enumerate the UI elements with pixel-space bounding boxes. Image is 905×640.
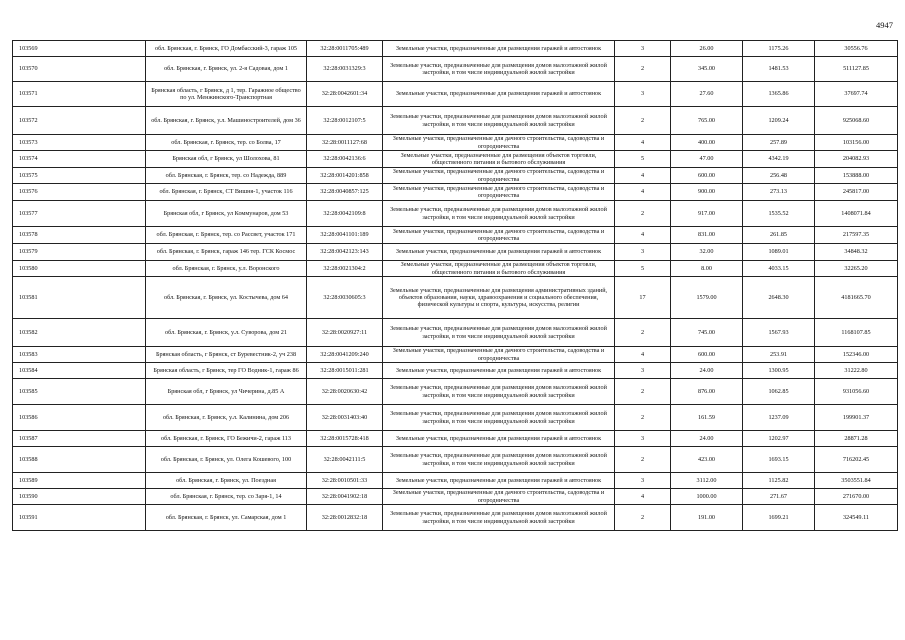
cadastral-number-cell: 32:28:0010501:33 <box>307 473 383 489</box>
row-id: 103583 <box>13 347 146 363</box>
unit-value-cell: 256.48 <box>743 168 815 184</box>
cadastral-value-cell: 31222.80 <box>815 363 898 379</box>
group-code-cell: 5 <box>615 151 671 168</box>
cadastral-value-cell: 3503551.84 <box>815 473 898 489</box>
row-id: 103586 <box>13 405 146 431</box>
group-code-cell: 4 <box>615 168 671 184</box>
land-purpose-cell: Земельные участки, предназначенные для дачного строительства, садоводства и огородничества <box>383 227 615 244</box>
page-number: 4947 <box>876 20 893 30</box>
land-purpose-cell: Земельные участки, предназначенные для размещения домов малоэтажной жилой застройки, в том числе индивидуальной жилой застройки <box>383 57 615 82</box>
table-row <box>13 201 898 227</box>
unit-value-cell: 257.89 <box>743 135 815 151</box>
cadastral-value-cell: 245817.00 <box>815 184 898 201</box>
row-id: 103585 <box>13 379 146 405</box>
area-cell: 24.00 <box>671 431 743 447</box>
group-code-cell: 2 <box>615 319 671 347</box>
land-purpose-cell: Земельные участки, предназначенные для размещения объектов торговли, общественного питания и бытового обслуживания <box>383 261 615 277</box>
address-cell: обл. Брянская, г. Брянск, ГО Бежичи-2, гараж 113 <box>146 431 307 447</box>
land-purpose-cell: Земельные участки, предназначенные для размещения домов малоэтажной жилой застройки, в том числе индивидуальной жилой застройки <box>383 201 615 227</box>
group-code-cell: 17 <box>615 277 671 319</box>
group-code-cell: 2 <box>615 379 671 405</box>
land-purpose-cell: Земельные участки, предназначенные для размещения гаражей и автостоянок <box>383 363 615 379</box>
cadastral-value-cell: 199901.37 <box>815 405 898 431</box>
unit-value-cell: 1202.97 <box>743 431 815 447</box>
address-cell: Брянская обл, г Брянск, ул Шолохова, 81 <box>146 151 307 168</box>
table-row <box>13 184 898 201</box>
cadastral-number-cell: 32:28:0042109:8 <box>307 201 383 227</box>
land-purpose-cell: Земельные участки, предназначенные для дачного строительства, садоводства и огородничества <box>383 184 615 201</box>
address-cell: обл. Брянская, г. Брянск, ул. Самарская, дом 1 <box>146 505 307 531</box>
cadastral-number-cell: 32:28:0012832:18 <box>307 505 383 531</box>
unit-value-cell: 1209.24 <box>743 107 815 135</box>
area-cell: 900.00 <box>671 184 743 201</box>
area-cell: 745.00 <box>671 319 743 347</box>
land-purpose-cell: Земельные участки, предназначенные для дачного строительства, садоводства и огородничества <box>383 168 615 184</box>
address-cell: обл. Брянская, г. Брянск, ул. 2-я Садовая, дом 1 <box>146 57 307 82</box>
row-id: 103576 <box>13 184 146 201</box>
table-row <box>13 135 898 151</box>
land-registry-table <box>12 40 898 531</box>
cadastral-value-cell: 152346.00 <box>815 347 898 363</box>
cadastral-number-cell: 32:28:0015011:281 <box>307 363 383 379</box>
land-purpose-cell: Земельные участки, предназначенные для размещения домов малоэтажной жилой застройки, в том числе индивидуальной жилой застройки <box>383 405 615 431</box>
area-cell: 1579.00 <box>671 277 743 319</box>
address-cell: обл. Брянская, г. Брянск, тер. со Рассвет, участок 171 <box>146 227 307 244</box>
area-cell: 600.00 <box>671 347 743 363</box>
table-row <box>13 244 898 261</box>
table-row <box>13 319 898 347</box>
row-id: 103578 <box>13 227 146 244</box>
table-row <box>13 107 898 135</box>
area-cell: 423.00 <box>671 447 743 473</box>
row-id: 103569 <box>13 41 146 57</box>
cadastral-value-cell: 217597.35 <box>815 227 898 244</box>
cadastral-number-cell: 32:28:0030605:3 <box>307 277 383 319</box>
cadastral-number-cell: 32:28:0041101:189 <box>307 227 383 244</box>
table-row <box>13 227 898 244</box>
unit-value-cell: 261.85 <box>743 227 815 244</box>
cadastral-number-cell: 32:28:0040857:125 <box>307 184 383 201</box>
area-cell: 32.00 <box>671 244 743 261</box>
cadastral-number-cell: 32:28:0011127:68 <box>307 135 383 151</box>
cadastral-number-cell: 32:28:0031403:40 <box>307 405 383 431</box>
table-row <box>13 82 898 107</box>
group-code-cell: 4 <box>615 227 671 244</box>
land-purpose-cell: Земельные участки, предназначенные для размещения гаражей и автостоянок <box>383 41 615 57</box>
land-purpose-cell: Земельные участки, предназначенные для размещения домов малоэтажной жилой застройки, в том числе индивидуальной жилой застройки <box>383 447 615 473</box>
cadastral-number-cell: 32:28:0011705:489 <box>307 41 383 57</box>
address-cell: обл. Брянская, г. Брянск, у.л. Воронского <box>146 261 307 277</box>
cadastral-number-cell: 32:28:0041209:240 <box>307 347 383 363</box>
area-cell: 831.00 <box>671 227 743 244</box>
cadastral-number-cell: 32:28:0031329:3 <box>307 57 383 82</box>
table-row <box>13 473 898 489</box>
area-cell: 400.00 <box>671 135 743 151</box>
cadastral-number-cell: 32:28:0015728:418 <box>307 431 383 447</box>
land-purpose-cell: Земельные участки, предназначенные для размещения домов малоэтажной жилой застройки, в том числе индивидуальной жилой застройки <box>383 319 615 347</box>
address-cell: Брянская обл, г Брянск, ул Коммунаров, дом 53 <box>146 201 307 227</box>
table-row <box>13 447 898 473</box>
unit-value-cell: 1062.85 <box>743 379 815 405</box>
table-row <box>13 41 898 57</box>
row-id: 103575 <box>13 168 146 184</box>
unit-value-cell: 271.67 <box>743 489 815 505</box>
registry-body <box>13 41 898 531</box>
cadastral-number-cell: 32:28:0012107:5 <box>307 107 383 135</box>
table-row <box>13 405 898 431</box>
unit-value-cell: 2648.30 <box>743 277 815 319</box>
address-cell: обл. Брянская, г. Брянск, у.л. Машиностроителей, дом 36 <box>146 107 307 135</box>
table-row <box>13 57 898 82</box>
table-row <box>13 277 898 319</box>
cadastral-number-cell: 32:28:0041902:18 <box>307 489 383 505</box>
cadastral-value-cell: 4181665.70 <box>815 277 898 319</box>
row-id: 103591 <box>13 505 146 531</box>
row-id: 103577 <box>13 201 146 227</box>
land-purpose-cell: Земельные участки, предназначенные для размещения гаражей и автостоянок <box>383 431 615 447</box>
area-cell: 24.00 <box>671 363 743 379</box>
unit-value-cell: 4342.19 <box>743 151 815 168</box>
cadastral-value-cell: 925068.60 <box>815 107 898 135</box>
cadastral-number-cell: 32:28:0042136:6 <box>307 151 383 168</box>
land-purpose-cell: Земельные участки, предназначенные для дачного строительства, садоводства и огородничества <box>383 135 615 151</box>
cadastral-number-cell: 32:28:0021304:2 <box>307 261 383 277</box>
address-cell: Брянская область, г Брянск, д 1, тер. Гаражное общество по ул. Менжинского-Транспортная <box>146 82 307 107</box>
cadastral-value-cell: 1168107.85 <box>815 319 898 347</box>
table-row <box>13 363 898 379</box>
area-cell: 1000.00 <box>671 489 743 505</box>
row-id: 103584 <box>13 363 146 379</box>
cadastral-value-cell: 32265.20 <box>815 261 898 277</box>
land-purpose-cell: Земельные участки, предназначенные для размещения гаражей и автостоянок <box>383 473 615 489</box>
unit-value-cell: 1693.15 <box>743 447 815 473</box>
row-id: 103588 <box>13 447 146 473</box>
unit-value-cell: 1567.93 <box>743 319 815 347</box>
area-cell: 917.00 <box>671 201 743 227</box>
group-code-cell: 3 <box>615 244 671 261</box>
unit-value-cell: 1175.26 <box>743 41 815 57</box>
address-cell: обл. Брянская, г. Брянск, ГО Домбасский-3, гараж 105 <box>146 41 307 57</box>
area-cell: 876.00 <box>671 379 743 405</box>
table-row <box>13 168 898 184</box>
land-purpose-cell: Земельные участки, предназначенные для размещения объектов торговли, общественного питания и бытового обслуживания <box>383 151 615 168</box>
unit-value-cell: 1365.86 <box>743 82 815 107</box>
area-cell: 600.00 <box>671 168 743 184</box>
cadastral-value-cell: 34848.32 <box>815 244 898 261</box>
area-cell: 345.00 <box>671 57 743 82</box>
land-purpose-cell: Земельные участки, предназначенные для размещения домов малоэтажной жилой застройки, в том числе индивидуальной жилой застройки <box>383 379 615 405</box>
row-id: 103581 <box>13 277 146 319</box>
address-cell: обл. Брянская, г. Брянск, у.л. Суворова, дом 21 <box>146 319 307 347</box>
row-id: 103573 <box>13 135 146 151</box>
unit-value-cell: 1535.52 <box>743 201 815 227</box>
row-id: 103574 <box>13 151 146 168</box>
table-row <box>13 151 898 168</box>
address-cell: обл. Брянская, г. Брянск, ул. Олега Кошевого, 100 <box>146 447 307 473</box>
cadastral-number-cell: 32:28:0042601:34 <box>307 82 383 107</box>
table-row <box>13 489 898 505</box>
unit-value-cell: 1300.95 <box>743 363 815 379</box>
table-row <box>13 431 898 447</box>
address-cell: обл. Брянская, г. Брянск, тер. со Болва, 17 <box>146 135 307 151</box>
cadastral-number-cell: 32:28:0042111:5 <box>307 447 383 473</box>
cadastral-number-cell: 32:28:0020630:42 <box>307 379 383 405</box>
land-purpose-cell: Земельные участки, предназначенные для размещения домов малоэтажной жилой застройки, в том числе индивидуальной жилой застройки <box>383 505 615 531</box>
area-cell: 3112.00 <box>671 473 743 489</box>
table-row <box>13 261 898 277</box>
area-cell: 191.00 <box>671 505 743 531</box>
table-row <box>13 379 898 405</box>
cadastral-value-cell: 37697.74 <box>815 82 898 107</box>
group-code-cell: 3 <box>615 473 671 489</box>
row-id: 103579 <box>13 244 146 261</box>
row-id: 103580 <box>13 261 146 277</box>
address-cell: обл. Брянская, г. Брянск, СТ Вишня-1, участок 116 <box>146 184 307 201</box>
address-cell: Брянская обл, г Брянск, ул Чичерина, д.85 А <box>146 379 307 405</box>
group-code-cell: 4 <box>615 135 671 151</box>
address-cell: обл. Брянская, г. Брянск, ул. Поездная <box>146 473 307 489</box>
unit-value-cell: 1125.82 <box>743 473 815 489</box>
cadastral-value-cell: 28871.28 <box>815 431 898 447</box>
unit-value-cell: 1237.09 <box>743 405 815 431</box>
area-cell: 8.00 <box>671 261 743 277</box>
cadastral-number-cell: 32:28:0014201:858 <box>307 168 383 184</box>
cadastral-number-cell: 32:28:0020927:11 <box>307 319 383 347</box>
group-code-cell: 3 <box>615 41 671 57</box>
row-id: 103589 <box>13 473 146 489</box>
unit-value-cell: 273.13 <box>743 184 815 201</box>
table-row <box>13 347 898 363</box>
group-code-cell: 2 <box>615 107 671 135</box>
group-code-cell: 2 <box>615 405 671 431</box>
group-code-cell: 2 <box>615 505 671 531</box>
address-cell: обл. Брянская, г. Брянск, ул. Костычева, дом 64 <box>146 277 307 319</box>
address-cell: обл. Брянская, г. Брянск, гараж 146 тер. ГСК Космос <box>146 244 307 261</box>
table-row <box>13 505 898 531</box>
cadastral-value-cell: 511127.85 <box>815 57 898 82</box>
area-cell: 161.59 <box>671 405 743 431</box>
land-purpose-cell: Земельные участки, предназначенные для размещения домов малоэтажной жилой застройки, в том числе индивидуальной жилой застройки <box>383 107 615 135</box>
address-cell: обл. Брянская, г. Брянск, у.л. Калинина, дом 206 <box>146 405 307 431</box>
row-id: 103582 <box>13 319 146 347</box>
group-code-cell: 3 <box>615 82 671 107</box>
group-code-cell: 3 <box>615 431 671 447</box>
address-cell: обл. Брянская, г. Брянск, тер. со Заря-1, 14 <box>146 489 307 505</box>
group-code-cell: 2 <box>615 447 671 473</box>
cadastral-value-cell: 324549.11 <box>815 505 898 531</box>
unit-value-cell: 253.91 <box>743 347 815 363</box>
land-purpose-cell: Земельные участки, предназначенные для дачного строительства, садоводства и огородничества <box>383 347 615 363</box>
cadastral-value-cell: 30556.76 <box>815 41 898 57</box>
cadastral-value-cell: 204082.93 <box>815 151 898 168</box>
group-code-cell: 5 <box>615 261 671 277</box>
area-cell: 765.00 <box>671 107 743 135</box>
land-purpose-cell: Земельные участки, предназначенные для размещения гаражей и автостоянок <box>383 82 615 107</box>
group-code-cell: 4 <box>615 347 671 363</box>
area-cell: 27.60 <box>671 82 743 107</box>
group-code-cell: 3 <box>615 363 671 379</box>
cadastral-value-cell: 103156.00 <box>815 135 898 151</box>
group-code-cell: 4 <box>615 184 671 201</box>
land-purpose-cell: Земельные участки, предназначенные для размещения гаражей и автостоянок <box>383 244 615 261</box>
cadastral-value-cell: 153888.00 <box>815 168 898 184</box>
cadastral-value-cell: 271670.00 <box>815 489 898 505</box>
row-id: 103572 <box>13 107 146 135</box>
group-code-cell: 4 <box>615 489 671 505</box>
row-id: 103570 <box>13 57 146 82</box>
group-code-cell: 2 <box>615 57 671 82</box>
unit-value-cell: 1089.01 <box>743 244 815 261</box>
cadastral-value-cell: 1408071.84 <box>815 201 898 227</box>
group-code-cell: 2 <box>615 201 671 227</box>
row-id: 103590 <box>13 489 146 505</box>
unit-value-cell: 4033.15 <box>743 261 815 277</box>
land-purpose-cell: Земельные участки, предназначенные для дачного строительства, садоводства и огородничества <box>383 489 615 505</box>
area-cell: 26.00 <box>671 41 743 57</box>
cadastral-value-cell: 931056.60 <box>815 379 898 405</box>
area-cell: 47.00 <box>671 151 743 168</box>
row-id: 103587 <box>13 431 146 447</box>
cadastral-value-cell: 716202.45 <box>815 447 898 473</box>
unit-value-cell: 1481.53 <box>743 57 815 82</box>
unit-value-cell: 1699.21 <box>743 505 815 531</box>
address-cell: Брянская область, г Брянск, тер ГО Водник-1, гараж 86 <box>146 363 307 379</box>
land-purpose-cell: Земельные участки, предназначенные для размещения административных зданий, объектов образования, науки, здравоохранения и социального обеспечения, физической культуры и спорта, культуры, искусства, религии <box>383 277 615 319</box>
address-cell: Брянская область, г Брянск, ст Буревестник-2, уч 238 <box>146 347 307 363</box>
row-id: 103571 <box>13 82 146 107</box>
cadastral-number-cell: 32:28:0042123:143 <box>307 244 383 261</box>
address-cell: обл. Брянская, г. Брянск, тер. со Надежда, 889 <box>146 168 307 184</box>
